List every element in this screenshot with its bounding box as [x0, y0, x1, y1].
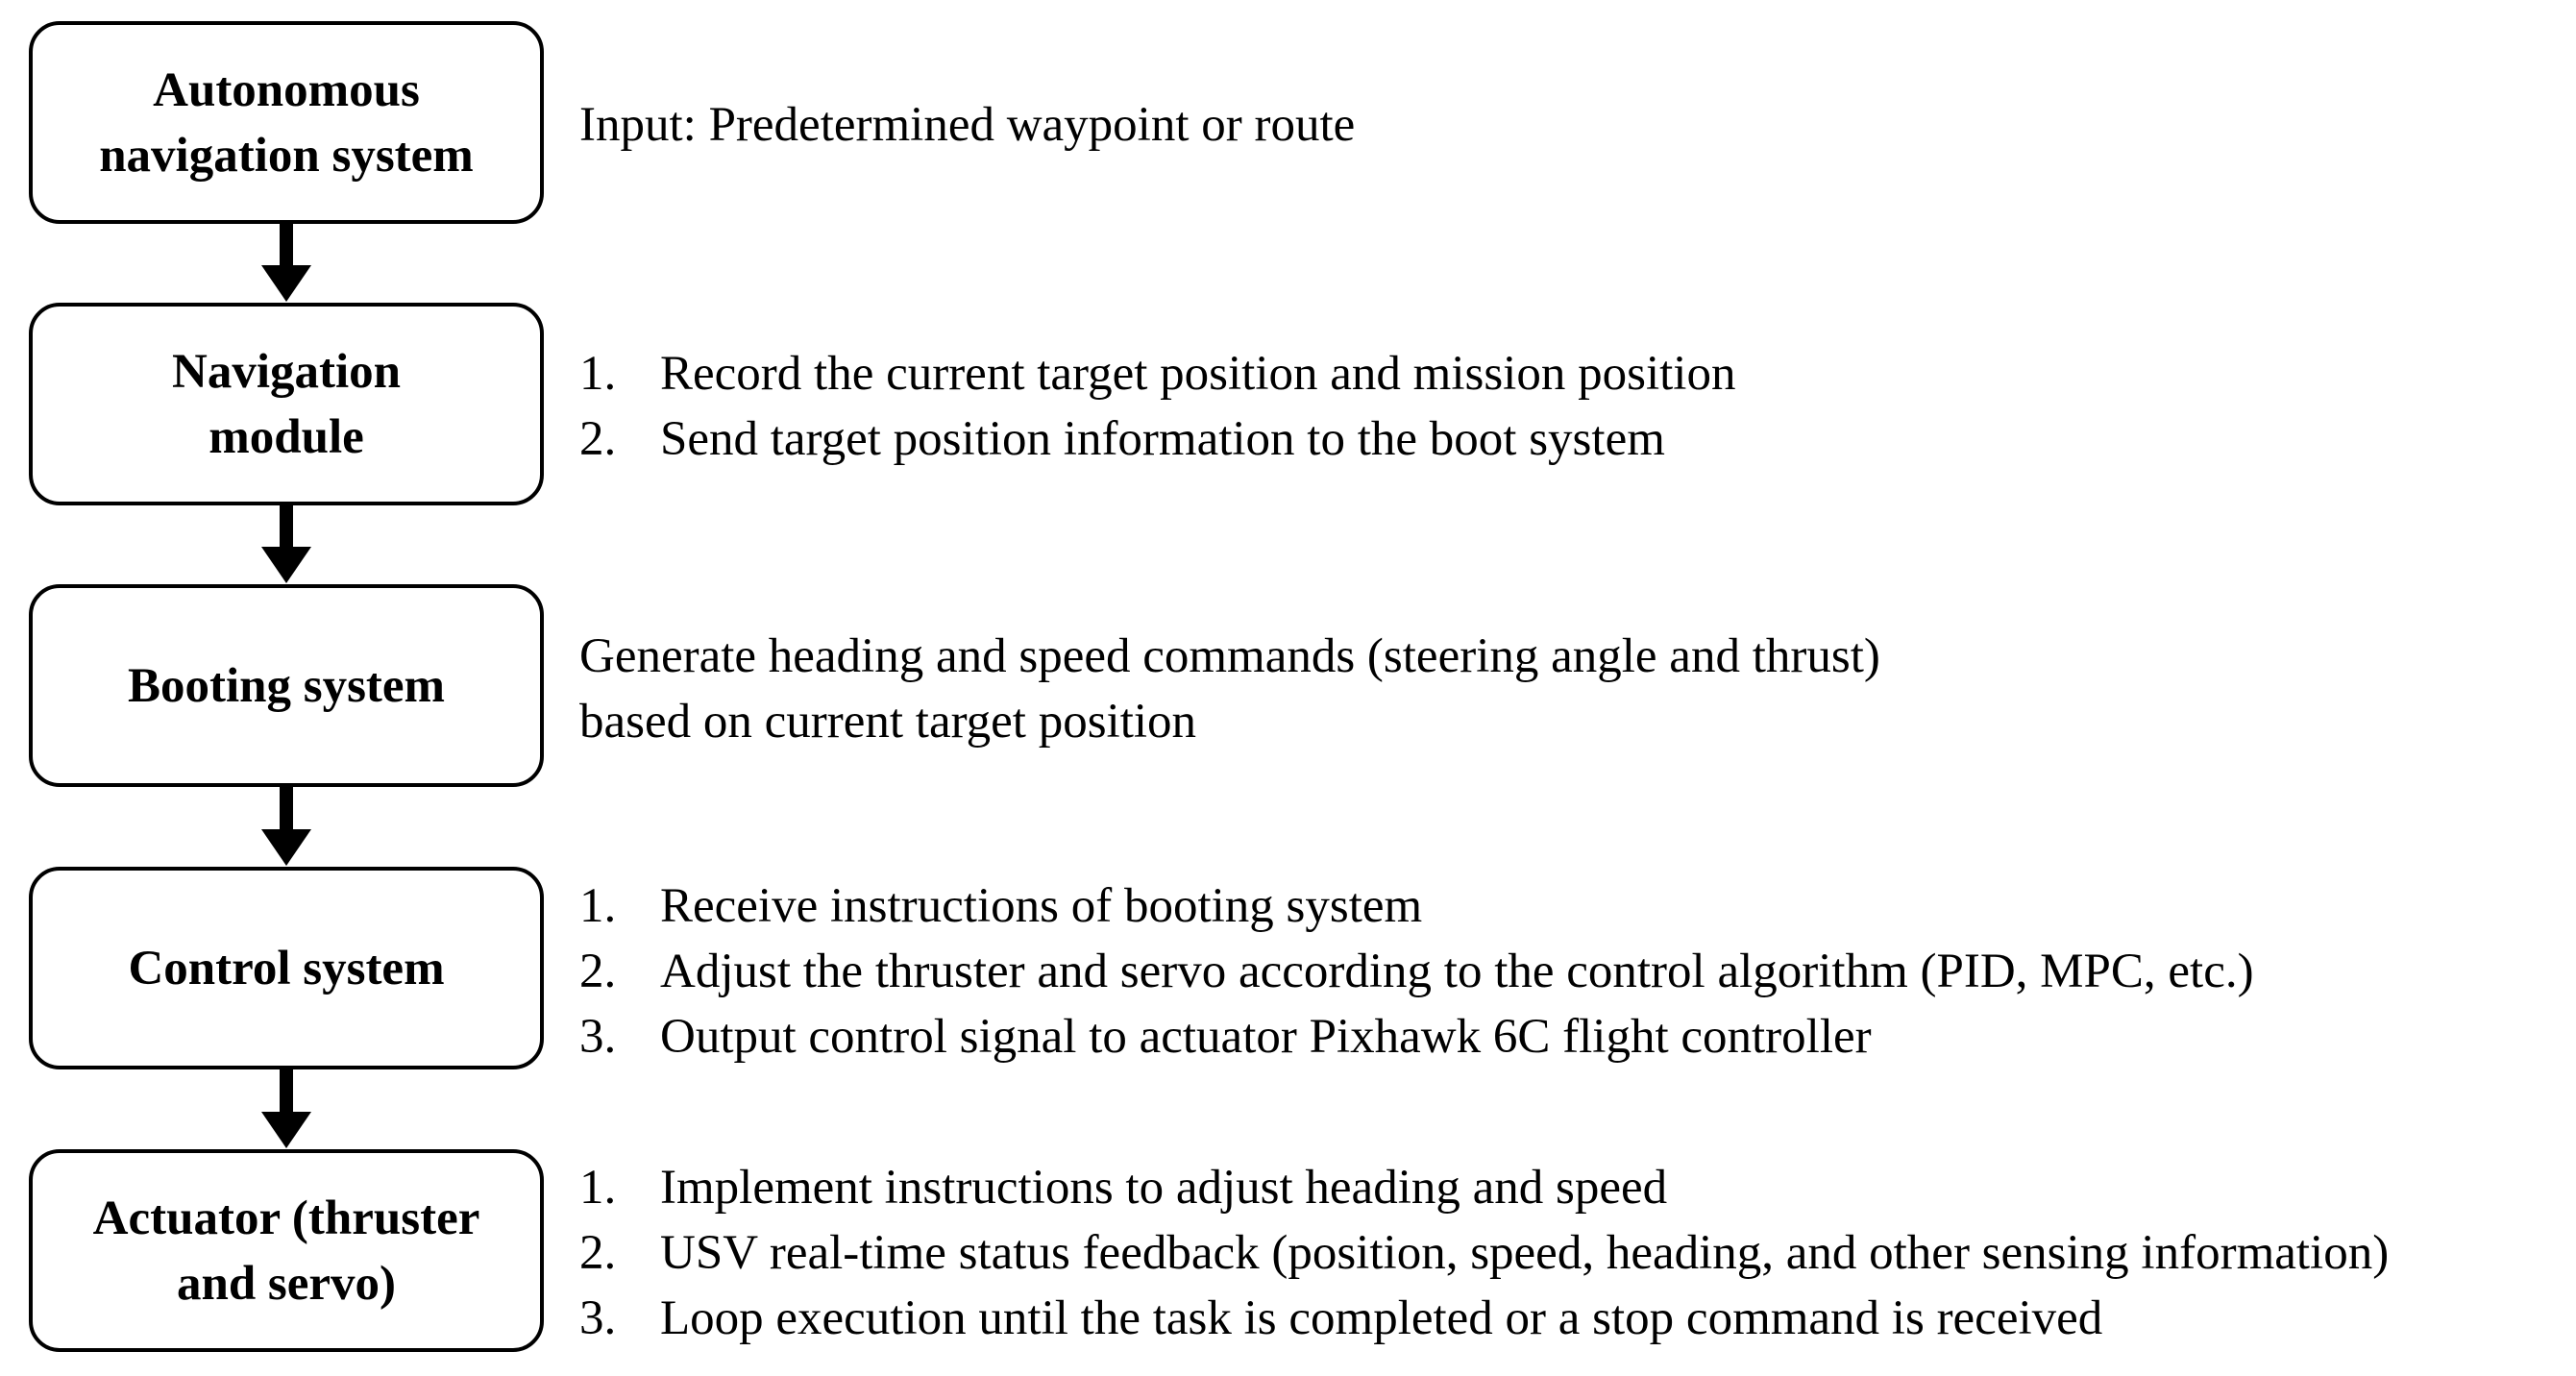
arrow-4-to-5 [261, 1069, 311, 1148]
description-line [579, 873, 2254, 939]
description-text: Receive instructions of booting system [660, 879, 1423, 933]
description-line [579, 1286, 2389, 1351]
description-line [579, 406, 1735, 472]
item-number: 1. [579, 879, 617, 933]
description-text: Implement instructions to adjust heading and speed [660, 1161, 1668, 1215]
item-number: 2. [579, 945, 617, 998]
actuator-description [579, 1155, 2389, 1351]
description-text: Generate heading and speed commands (steering angle and thrust) [579, 629, 1880, 683]
actuator-box [29, 1149, 544, 1352]
arrow-2-to-3 [261, 505, 311, 583]
item-number: 3. [579, 1010, 617, 1064]
description-text: USV real-time status feedback (position, speed, heading, and other sensing information) [660, 1226, 2390, 1280]
description-line [579, 1155, 2389, 1220]
item-number: 1. [579, 1161, 617, 1215]
box-title-line: Control system [128, 941, 445, 995]
control-system-description [579, 873, 2254, 1069]
box-title-line: module [209, 409, 364, 464]
booting-system-description [579, 624, 1880, 754]
item-number: 2. [579, 1226, 617, 1280]
item-number: 1. [579, 347, 617, 401]
description-text: Send target position information to the boot system [660, 412, 1665, 466]
box-title-line: Navigation [171, 344, 402, 399]
description-text: Adjust the thruster and servo according to the control algorithm (PID, MPC, etc.) [660, 945, 2254, 998]
box-title-line: navigation system [99, 128, 474, 183]
description-line [579, 624, 1880, 689]
description-line [579, 341, 1735, 406]
description-text: Loop execution until the task is completed or a stop command is received [660, 1291, 2103, 1345]
description-text: Output control signal to actuator Pixhawk 6C flight controller [660, 1010, 1872, 1064]
description-line [579, 689, 1880, 754]
control-system-box [29, 867, 544, 1069]
item-number: 3. [579, 1291, 617, 1345]
booting-system-box [29, 584, 544, 787]
box-title-line: Actuator (thruster [92, 1191, 480, 1245]
navigation-module-box [29, 303, 544, 505]
item-number: 2. [579, 412, 617, 466]
box-title-line: Autonomous [153, 62, 420, 117]
description-line [579, 1220, 2389, 1286]
arrow-1-to-2 [261, 224, 311, 302]
description-line [579, 1004, 2254, 1069]
box-title-line: Booting system [127, 658, 446, 713]
description-text: based on current target position [579, 695, 1197, 749]
description-text: Record the current target position and mission position [660, 347, 1736, 401]
autonomous-navigation-system-box [29, 21, 544, 224]
arrow-3-to-4 [261, 787, 311, 866]
autonomous-navigation-system-description [579, 92, 1355, 158]
description-line [579, 92, 1355, 158]
description-text: Input: Predetermined waypoint or route [579, 98, 1356, 152]
navigation-module-description [579, 341, 1735, 472]
description-line [579, 939, 2254, 1004]
box-title-line: and servo) [176, 1256, 397, 1311]
